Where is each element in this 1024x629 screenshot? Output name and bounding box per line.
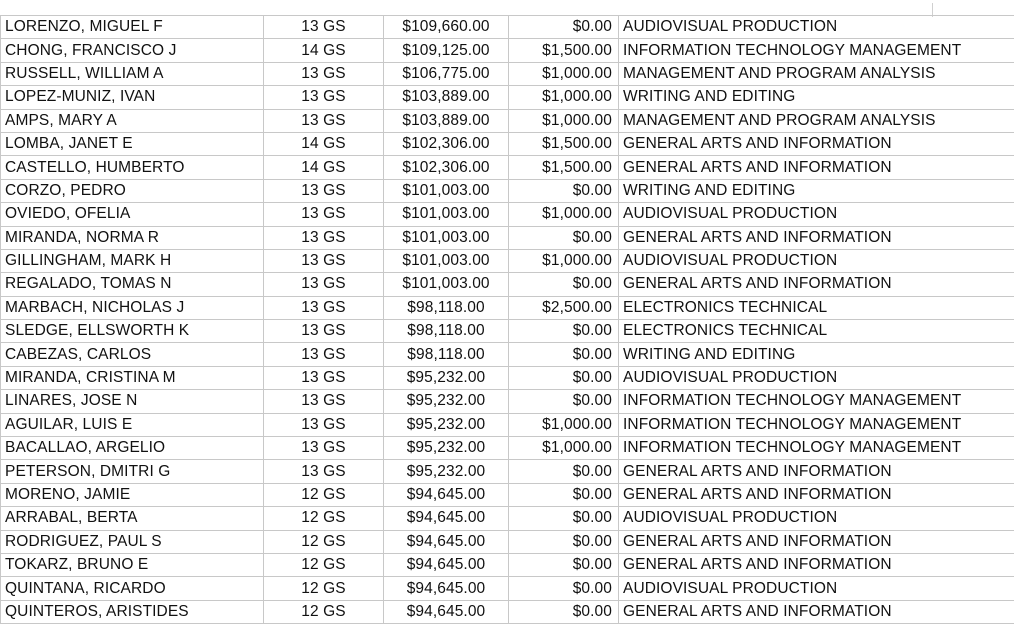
table-row [1,483,1015,506]
grade-cell[interactable]: 13 GS [264,296,384,319]
bonus-cell[interactable]: $0.00 [509,226,619,249]
employee-name-cell[interactable]: ARRABAL, BERTA [1,507,264,530]
occupation-cell[interactable]: AUDIOVISUAL PRODUCTION [619,507,1015,530]
employee-name-cell[interactable]: RUSSELL, WILLIAM A [1,62,264,85]
salary-cell[interactable]: $101,003.00 [384,249,509,272]
employee-name-cell[interactable]: AGUILAR, LUIS E [1,413,264,436]
spreadsheet-sheet [0,3,1024,629]
employee-name-cell[interactable]: REGALADO, TOMAS N [1,273,264,296]
table-body [1,16,1015,624]
table-row [1,273,1015,296]
bonus-cell[interactable]: $0.00 [509,577,619,600]
bonus-cell[interactable]: $1,500.00 [509,132,619,155]
grade-cell[interactable]: 12 GS [264,553,384,576]
employee-name-cell[interactable]: SLEDGE, ELLSWORTH K [1,320,264,343]
occupation-cell[interactable]: GENERAL ARTS AND INFORMATION [619,226,1015,249]
table-row [1,203,1015,226]
bonus-cell[interactable]: $0.00 [509,16,619,39]
bonus-cell[interactable]: $1,000.00 [509,413,619,436]
table-row [1,156,1015,179]
occupation-cell[interactable]: GENERAL ARTS AND INFORMATION [619,132,1015,155]
bonus-cell[interactable]: $0.00 [509,507,619,530]
employee-name-cell[interactable]: AMPS, MARY A [1,109,264,132]
table-row [1,109,1015,132]
occupation-cell[interactable]: GENERAL ARTS AND INFORMATION [619,600,1015,623]
bonus-cell[interactable]: $1,000.00 [509,437,619,460]
table-row [1,460,1015,483]
salary-cell[interactable]: $95,232.00 [384,366,509,389]
table-row [1,132,1015,155]
bonus-cell[interactable]: $1,000.00 [509,86,619,109]
bonus-cell[interactable]: $0.00 [509,553,619,576]
table-row [1,390,1015,413]
bonus-cell[interactable]: $2,500.00 [509,296,619,319]
table-row [1,86,1015,109]
grade-cell[interactable]: 14 GS [264,39,384,62]
occupation-cell[interactable]: GENERAL ARTS AND INFORMATION [619,156,1015,179]
salary-cell[interactable]: $95,232.00 [384,460,509,483]
table-row [1,249,1015,272]
table-row [1,366,1015,389]
grade-cell[interactable]: 13 GS [264,179,384,202]
bonus-cell[interactable]: $1,000.00 [509,109,619,132]
bonus-cell[interactable]: $1,000.00 [509,203,619,226]
occupation-cell[interactable]: GENERAL ARTS AND INFORMATION [619,273,1015,296]
salary-cell[interactable]: $101,003.00 [384,179,509,202]
salary-cell[interactable]: $95,232.00 [384,390,509,413]
salary-cell[interactable]: $95,232.00 [384,437,509,460]
table-row [1,343,1015,366]
bonus-cell[interactable]: $1,000.00 [509,62,619,85]
bonus-cell[interactable]: $0.00 [509,600,619,623]
occupation-cell[interactable]: AUDIOVISUAL PRODUCTION [619,203,1015,226]
grade-cell[interactable]: 13 GS [264,86,384,109]
grade-cell[interactable]: 13 GS [264,249,384,272]
grade-cell[interactable]: 12 GS [264,507,384,530]
employee-name-cell[interactable]: CHONG, FRANCISCO J [1,39,264,62]
bonus-cell[interactable]: $1,500.00 [509,156,619,179]
occupation-cell[interactable]: AUDIOVISUAL PRODUCTION [619,577,1015,600]
salary-cell[interactable]: $98,118.00 [384,343,509,366]
employee-name-cell[interactable]: MARBACH, NICHOLAS J [1,296,264,319]
employee-name-cell[interactable]: LINARES, JOSE N [1,390,264,413]
employee-name-cell[interactable]: PETERSON, DMITRI G [1,460,264,483]
occupation-cell[interactable]: WRITING AND EDITING [619,343,1015,366]
grade-cell[interactable]: 13 GS [264,109,384,132]
grade-cell[interactable]: 13 GS [264,437,384,460]
grade-cell[interactable]: 14 GS [264,132,384,155]
employee-name-cell[interactable]: CORZO, PEDRO [1,179,264,202]
occupation-cell[interactable]: ELECTRONICS TECHNICAL [619,320,1015,343]
occupation-cell[interactable]: ELECTRONICS TECHNICAL [619,296,1015,319]
grade-cell[interactable]: 13 GS [264,366,384,389]
employee-name-cell[interactable]: MORENO, JAMIE [1,483,264,506]
grade-cell[interactable]: 13 GS [264,413,384,436]
table-row [1,179,1015,202]
employee-name-cell[interactable]: TOKARZ, BRUNO E [1,553,264,576]
occupation-cell[interactable]: AUDIOVISUAL PRODUCTION [619,16,1015,39]
salary-table [0,15,1015,624]
occupation-cell[interactable]: AUDIOVISUAL PRODUCTION [619,366,1015,389]
grade-cell[interactable]: 13 GS [264,460,384,483]
salary-cell[interactable]: $94,645.00 [384,530,509,553]
employee-name-cell[interactable]: CABEZAS, CARLOS [1,343,264,366]
bonus-cell[interactable]: $0.00 [509,460,619,483]
salary-cell[interactable]: $94,645.00 [384,577,509,600]
bonus-cell[interactable]: $0.00 [509,273,619,296]
bonus-cell[interactable]: $0.00 [509,179,619,202]
salary-cell[interactable]: $106,775.00 [384,62,509,85]
employee-name-cell[interactable]: QUINTEROS, ARISTIDES [1,600,264,623]
salary-cell[interactable]: $102,306.00 [384,132,509,155]
salary-cell[interactable]: $102,306.00 [384,156,509,179]
table-row [1,16,1015,39]
grade-cell[interactable]: 13 GS [264,16,384,39]
salary-cell[interactable]: $94,645.00 [384,507,509,530]
occupation-cell[interactable]: INFORMATION TECHNOLOGY MANAGEMENT [619,390,1015,413]
occupation-cell[interactable]: GENERAL ARTS AND INFORMATION [619,483,1015,506]
employee-name-cell[interactable]: RODRIGUEZ, PAUL S [1,530,264,553]
bonus-cell[interactable]: $0.00 [509,320,619,343]
table-row [1,39,1015,62]
bonus-cell[interactable]: $0.00 [509,483,619,506]
salary-cell[interactable]: $109,660.00 [384,16,509,39]
salary-cell[interactable]: $101,003.00 [384,203,509,226]
bonus-cell[interactable]: $0.00 [509,530,619,553]
employee-name-cell[interactable]: BACALLAO, ARGELIO [1,437,264,460]
employee-name-cell[interactable]: LORENZO, MIGUEL F [1,16,264,39]
table-row [1,320,1015,343]
occupation-cell[interactable]: WRITING AND EDITING [619,179,1015,202]
employee-name-cell[interactable]: OVIEDO, OFELIA [1,203,264,226]
grade-cell[interactable]: 13 GS [264,203,384,226]
salary-cell[interactable]: $95,232.00 [384,413,509,436]
salary-cell[interactable]: $94,645.00 [384,600,509,623]
table-row [1,296,1015,319]
sheet-edge [1014,15,1024,629]
bonus-cell[interactable]: $0.00 [509,343,619,366]
table-row [1,577,1015,600]
employee-name-cell[interactable]: GILLINGHAM, MARK H [1,249,264,272]
grade-cell[interactable]: 12 GS [264,577,384,600]
table-row [1,507,1015,530]
employee-name-cell[interactable]: LOMBA, JANET E [1,132,264,155]
grade-cell[interactable]: 13 GS [264,62,384,85]
grade-cell[interactable]: 12 GS [264,530,384,553]
salary-cell[interactable]: $103,889.00 [384,86,509,109]
occupation-cell[interactable]: GENERAL ARTS AND INFORMATION [619,530,1015,553]
salary-cell[interactable]: $98,118.00 [384,320,509,343]
bonus-cell[interactable]: $1,000.00 [509,249,619,272]
table-row [1,413,1015,436]
table-row [1,437,1015,460]
grade-cell[interactable]: 13 GS [264,320,384,343]
grade-cell[interactable]: 13 GS [264,226,384,249]
occupation-cell[interactable]: GENERAL ARTS AND INFORMATION [619,460,1015,483]
occupation-cell[interactable]: MANAGEMENT AND PROGRAM ANALYSIS [619,62,1015,85]
occupation-cell[interactable]: AUDIOVISUAL PRODUCTION [619,249,1015,272]
occupation-cell[interactable]: INFORMATION TECHNOLOGY MANAGEMENT [619,39,1015,62]
occupation-cell[interactable]: INFORMATION TECHNOLOGY MANAGEMENT [619,413,1015,436]
bonus-cell[interactable]: $0.00 [509,390,619,413]
employee-name-cell[interactable]: QUINTANA, RICARDO [1,577,264,600]
salary-cell[interactable]: $98,118.00 [384,296,509,319]
grade-cell[interactable]: 12 GS [264,483,384,506]
grade-cell[interactable]: 12 GS [264,600,384,623]
salary-cell[interactable]: $101,003.00 [384,273,509,296]
employee-name-cell[interactable]: MIRANDA, NORMA R [1,226,264,249]
occupation-cell[interactable]: GENERAL ARTS AND INFORMATION [619,553,1015,576]
salary-cell[interactable]: $94,645.00 [384,483,509,506]
bonus-cell[interactable]: $0.00 [509,366,619,389]
employee-name-cell[interactable]: CASTELLO, HUMBERTO [1,156,264,179]
grade-cell[interactable]: 13 GS [264,343,384,366]
grade-cell[interactable]: 13 GS [264,273,384,296]
table-row [1,553,1015,576]
grade-cell[interactable]: 13 GS [264,390,384,413]
employee-name-cell[interactable]: MIRANDA, CRISTINA M [1,366,264,389]
table-row [1,600,1015,623]
bonus-cell[interactable]: $1,500.00 [509,39,619,62]
employee-name-cell[interactable]: LOPEZ-MUNIZ, IVAN [1,86,264,109]
grade-cell[interactable]: 14 GS [264,156,384,179]
occupation-cell[interactable]: INFORMATION TECHNOLOGY MANAGEMENT [619,437,1015,460]
salary-cell[interactable]: $94,645.00 [384,553,509,576]
salary-cell[interactable]: $109,125.00 [384,39,509,62]
occupation-cell[interactable]: MANAGEMENT AND PROGRAM ANALYSIS [619,109,1015,132]
salary-cell[interactable]: $103,889.00 [384,109,509,132]
occupation-cell[interactable]: WRITING AND EDITING [619,86,1015,109]
table-row [1,62,1015,85]
table-row [1,530,1015,553]
table-row [1,226,1015,249]
salary-cell[interactable]: $101,003.00 [384,226,509,249]
